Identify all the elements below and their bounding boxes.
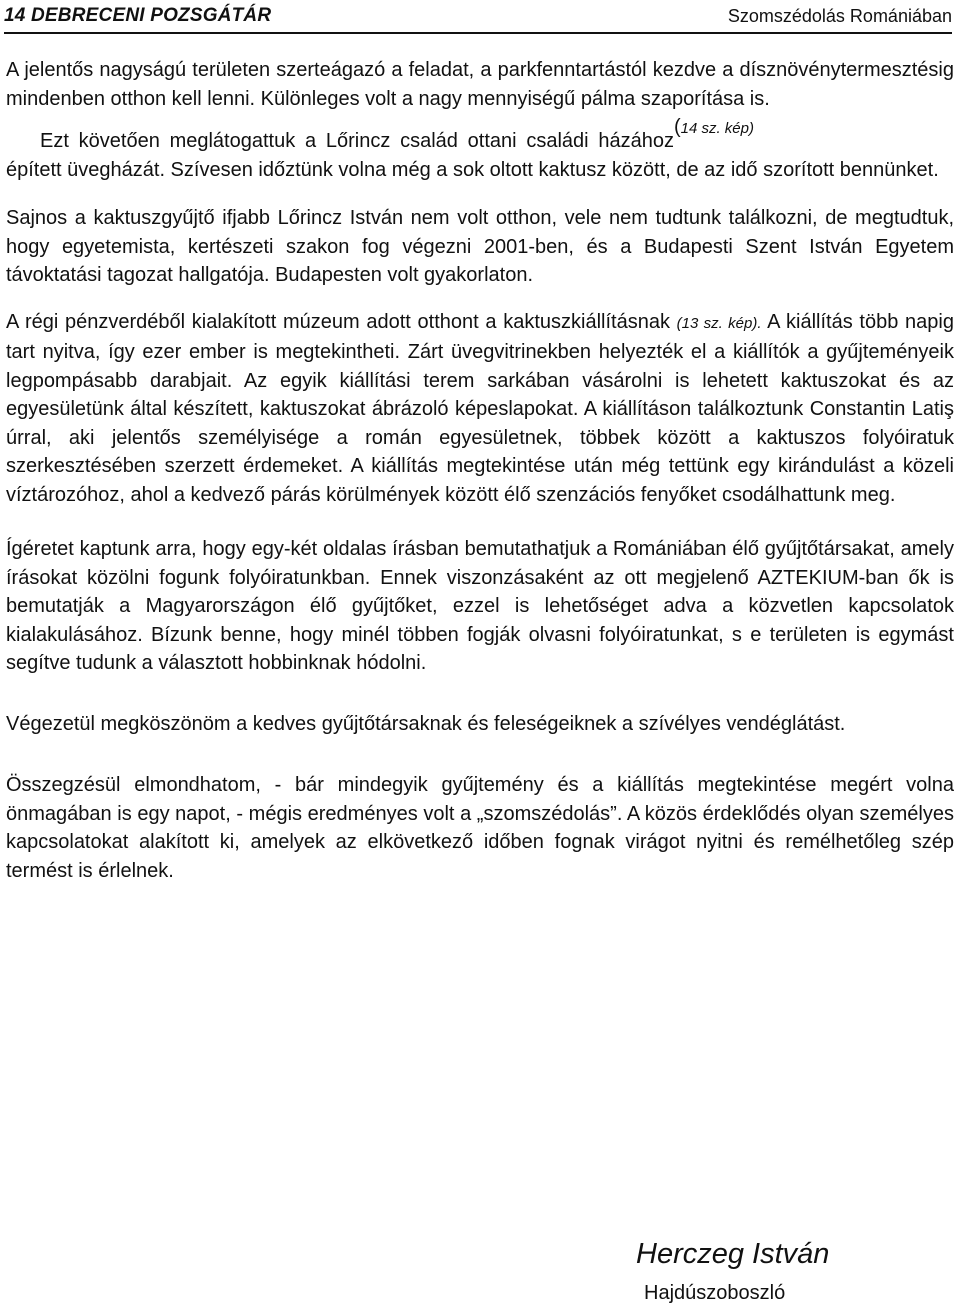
paragraph-3: Sajnos a kaktuszgyűjtő ifjabb Lőrincz István nem volt otthon, vele nem tudtunk találkozni, de megtudtuk, hogy egyetemista, kertészeti szakon fog végezni 2001-ben, és a Budapesti Szent István Egyetem távoktatási tagozat hallgatója. Budapesten volt gyakorlaton. xyxy=(6,207,954,286)
page-header xyxy=(4,0,952,34)
paragraph-6: Végezetül megköszönöm a kedves gyűjtőtársaknak és feleségeiknek a szívélyes vendéglátást. xyxy=(6,712,846,735)
article-body xyxy=(6,56,954,885)
header-page-number-title: 14 DEBRECENI POZSGÁTÁR xyxy=(4,5,272,26)
image-reference-14 xyxy=(674,113,754,144)
paragraph-7: Összegzésül elmondhatom, - bár mindegyik gyűjtemény és a kiállítás megtekintése megért volna önmagában is egy napot, - mégis eredményes volt a „szomszédolás”. A közös érdeklődés olyan személyes kapcsolatokat alakított ki, amelyek az elkövetkező időben fognak virágot nyitni és remélhetőleg szép termést is érlelnek. xyxy=(6,774,954,882)
image-reference-14-text: 14 sz. kép) xyxy=(680,120,754,137)
paragraph-5: Ígéretet kaptunk arra, hogy egy-két oldalas írásban bemutathatjuk a Romániában élő gyűjtőtársakat, amely írásokat közölni fogunk folyóiratunkban. Ennek viszonzásaként az ott megjelenő AZTEKIUM-ban ők is bemutatják a Magyarországon élő gyűjtőket, ezzel is lehetőséget adva a közvetlen kapcsolatok kialakulásához. Bízunk benne, hogy minél többen fogják olvasni folyóiratunkat, s e területen is egymást segítve tudunk a választott hobbinknak hódolni. xyxy=(6,538,954,674)
paragraph-4 xyxy=(6,308,954,510)
paragraph-1-text: A jelentős nagyságú területen szerteágazó a feladat, a parkfenntartástól kezdve a dísznövénytermesztésig mindenben otthon kell lenni. Különleges volt a nagy mennyiségű pálma szaporítása is. xyxy=(6,59,954,110)
paragraph-1 xyxy=(6,56,954,138)
paragraph-4-rest: A kiállítás több napig tart nyitva, így ezer ember is megtekintheti. Zárt üvegvitrinekben helyezték el a kiállítók a gyűjteményeik legpompásabb darabjait. Az egyik kiállítási terem sarkában vásárolni is lehetett kaktuszokat és az egyesületünk által készített, kaktuszokat ábrázoló képeslapokat. A kiállításon találkoztunk Constantin Latiş úrral, aki jelentős személyisége a román egyesületnek, többek között a kaktuszos folyóiratuk szerkesztésében szerzett érdemeket. A kiállítás megtekintése után még tettünk egy kirándulást a közeli víztározóhoz, ahol a kedvező párás körülmények között élő szenzációs fenyőket csodálhattunk meg. xyxy=(6,310,954,506)
header-section-title: Szomszédolás Romániában xyxy=(727,5,952,26)
author-signature: Herczeg István xyxy=(636,1238,830,1270)
author-location: Hajdúszoboszló xyxy=(644,1282,786,1304)
image-reference-13: (13 sz. kép). xyxy=(676,314,762,332)
paragraph-2: Ezt követően meglátogattuk a Lőrincz család ottani családi házához épített üvegházát. Szívesen időztünk volna még a sok oltott kaktusz között, de az idő szorított bennünket. xyxy=(6,130,939,181)
image-reference-paren: ( xyxy=(673,116,681,138)
paragraph-4-start: A régi pénzverdéből kialakított múzeum adott otthont a kaktuszkiállításnak xyxy=(6,310,677,333)
